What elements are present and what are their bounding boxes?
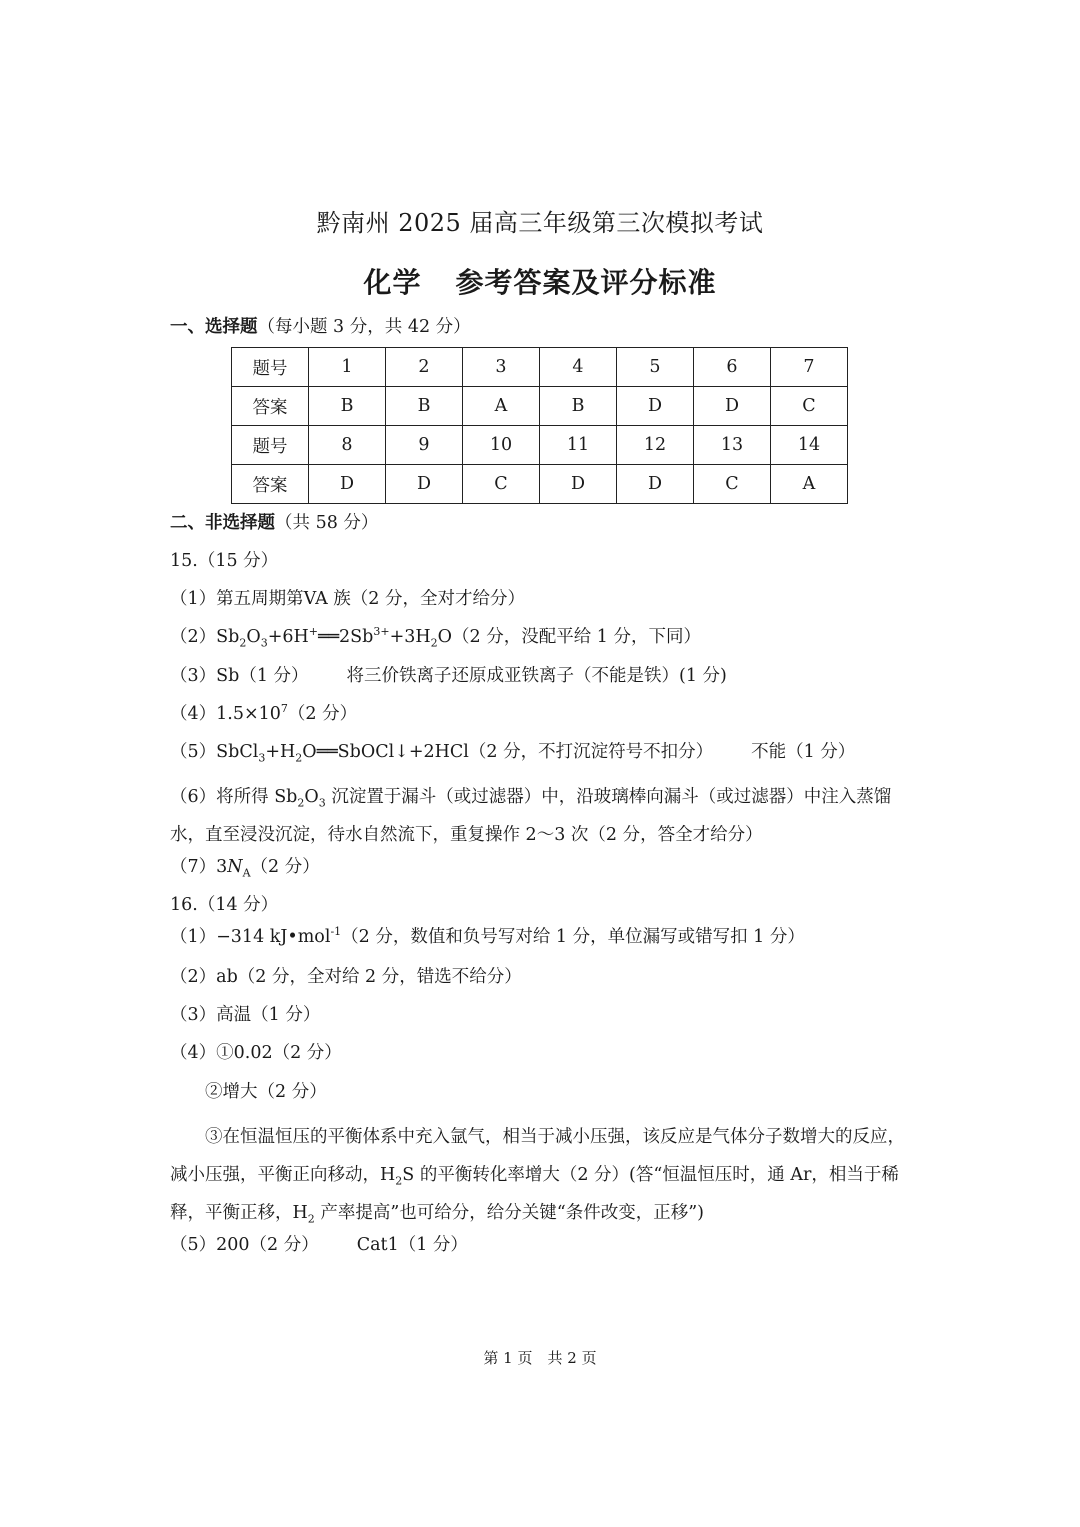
section2-heading <box>170 511 915 535</box>
q16-part4-3: ③在恒温恒压的平衡体系中充入氩气，相当于减小压强，该反应是气体分子数增大的反应，减小压强，平衡正向移动，$H_2S$ 的平衡转化率增大（2 分）(答“恒温恒压时，通 Ar，相当于稀释，平衡正移，$H_2$ 产率提高”也可给分，给分关键“条件改变，正移”) <box>170 1127 905 1226</box>
table-cell: B <box>386 387 463 426</box>
table-row-answer <box>232 387 848 426</box>
q15-part6: （6）将所得 $Sb_2O_3$ 沉淀置于漏斗（或过滤器）中，沿玻璃棒向漏斗（或过滤器）中注入蒸馏水，直至浸没沉淀，待水自然流下，重复操作 2～3 次（2 分，答全才给分） <box>170 787 892 845</box>
q16-part4-2: ②增大（2 分） <box>205 1082 327 1102</box>
row-label: 题号 <box>232 348 309 387</box>
table-cell: 9 <box>386 426 463 465</box>
table-cell: 5 <box>617 348 694 387</box>
table-cell: D <box>540 465 617 504</box>
table-row-question <box>232 426 848 465</box>
table-row-answer <box>232 465 848 504</box>
table-cell: D <box>694 387 771 426</box>
table-cell: 13 <box>694 426 771 465</box>
subject-label: 化学 <box>363 266 422 299</box>
q16-part2: （2）ab（2 分，全对给 2 分，错选不给分） <box>170 967 522 987</box>
q16-part3: （3）高温（1 分） <box>170 1005 321 1025</box>
table-cell: 11 <box>540 426 617 465</box>
table-cell: 10 <box>463 426 540 465</box>
table-cell: 12 <box>617 426 694 465</box>
section2-note: （共 58 分） <box>275 513 379 533</box>
table-cell: B <box>540 387 617 426</box>
table-cell: C <box>463 465 540 504</box>
q15-part2: $(2)Sb_2O_3+6H^+══2Sb^{3+}+3H_2O(2$ 分，没配平给 1 分，下同） <box>170 625 701 650</box>
table-cell: 4 <box>540 348 617 387</box>
q15-part5: $(5)SbCl_3+H_2O══SbOCl↓+2HCl(2$ 分，不打沉淀符号不扣分） 不能（1 分） <box>170 742 856 765</box>
table-cell: 2 <box>386 348 463 387</box>
table-cell: A <box>463 387 540 426</box>
table-cell: 3 <box>463 348 540 387</box>
page-title: 黔南州 2025 届高三年级第三次模拟考试 <box>316 209 764 237</box>
table-row-question <box>232 348 848 387</box>
table-cell: C <box>771 387 848 426</box>
table-cell: D <box>386 465 463 504</box>
q15-part4: $(4)1.5\times 10^7(2$ 分） <box>170 702 358 724</box>
table-cell: 14 <box>771 426 848 465</box>
table-cell: D <box>617 387 694 426</box>
section1-heading <box>170 315 915 339</box>
q15-header: 15.（15 分） <box>170 551 279 571</box>
q15-part1: （1）第五周期第VA 族（2 分，全对才给分） <box>170 589 525 609</box>
row-label: 题号 <box>232 426 309 465</box>
table-cell: 1 <box>309 348 386 387</box>
table-cell: 8 <box>309 426 386 465</box>
row-label: 答案 <box>232 465 309 504</box>
section1-note: （每小题 3 分，共 42 分） <box>257 317 471 337</box>
table-cell: B <box>309 387 386 426</box>
q15-part3: （3）Sb（1 分） 将三价铁离子还原成亚铁离子（不能是铁）(1 分) <box>170 666 727 686</box>
table-cell: 6 <box>694 348 771 387</box>
section1-title: 一、选择题 <box>170 317 258 337</box>
q16-part1: （1）−314 kJ•mol$^{-1}$（2 分，数值和负号写对给 1 分，单位漏写或错写扣 1 分） <box>170 925 805 947</box>
table-cell: D <box>617 465 694 504</box>
q16-part5: （5）200（2 分） Cat1（1 分） <box>170 1235 468 1255</box>
table-cell: A <box>771 465 848 504</box>
table-cell: 7 <box>771 348 848 387</box>
subtitle-name: 参考答案及评分标准 <box>455 266 717 299</box>
q15-part7: $(7)3N_A(2$ 分） <box>170 857 320 880</box>
answer-table <box>231 347 848 504</box>
section2-title: 二、非选择题 <box>170 513 275 533</box>
q16-part4: （4）①0.02（2 分） <box>170 1043 342 1063</box>
page-subtitle <box>0 261 1080 301</box>
table-cell: D <box>309 465 386 504</box>
q16-header: 16.（14 分） <box>170 895 279 915</box>
row-label: 答案 <box>232 387 309 426</box>
page-footer: 第 1 页 共 2 页 <box>483 1349 597 1367</box>
table-cell: C <box>694 465 771 504</box>
